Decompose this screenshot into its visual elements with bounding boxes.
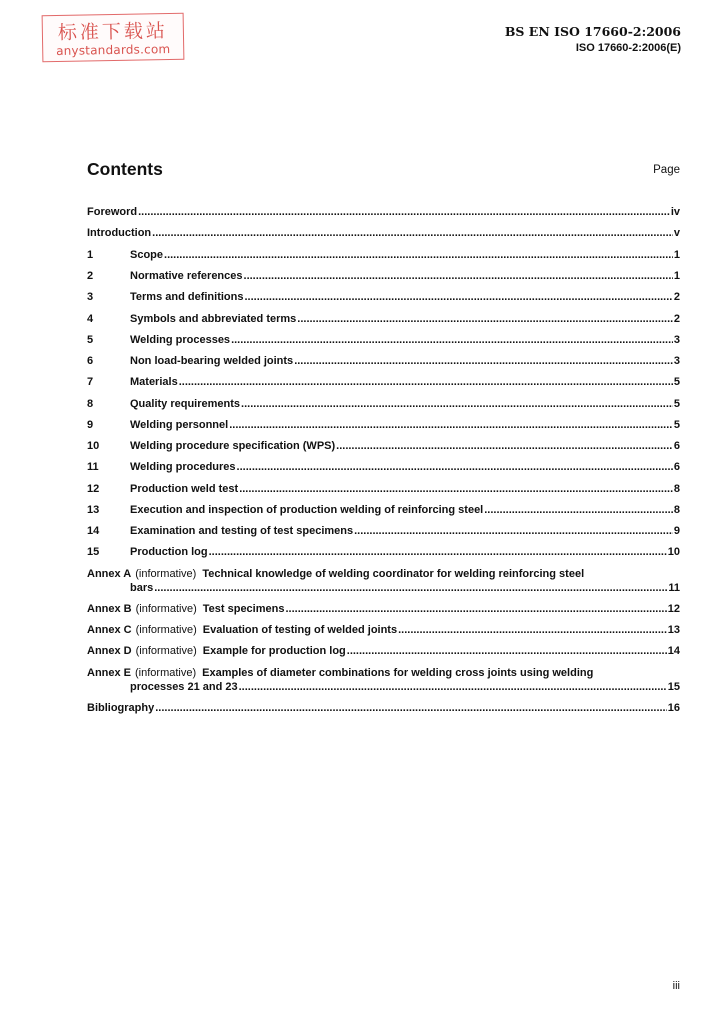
annex-informative: (informative) [135, 645, 197, 657]
stamp-url-text: anystandards.com [56, 42, 171, 58]
toc-entry-page: 14 [667, 645, 680, 657]
toc-entry-introduction[interactable] [87, 226, 680, 240]
toc-entry-number: 1 [87, 249, 94, 261]
toc-entry-title: Scope [130, 249, 164, 261]
toc-entry-page: 8 [673, 504, 680, 516]
toc-entry-title-continued: bars [130, 582, 154, 594]
toc-entry-title: Welding procedures [130, 461, 236, 473]
toc-entry-page: 13 [667, 624, 680, 636]
toc-entry-clause-9[interactable] [87, 418, 680, 432]
toc-entry-page: 3 [673, 334, 680, 346]
toc-entry-clause-11[interactable] [87, 460, 680, 474]
toc-entry-title-continued: processes 21 and 23 [130, 681, 238, 693]
toc-entry-page: 9 [673, 525, 680, 537]
toc-entry-title: Non load-bearing welded joints [130, 355, 294, 367]
annex-informative: (informative) [135, 603, 197, 615]
toc-entry-number: 12 [87, 483, 100, 495]
toc-entry-title: Execution and inspection of production welding of reinforcing steel [130, 504, 484, 516]
toc-entry-page: 16 [667, 702, 680, 714]
stamp-chinese-text: 标准下载站 [57, 20, 169, 44]
toc-entry-number: 13 [87, 504, 100, 516]
toc-entry-title: Foreword [87, 206, 138, 218]
toc-entry-title: Examples of diameter combinations for welding cross joints using welding [202, 667, 594, 679]
toc-entry-number: 10 [87, 440, 100, 452]
toc-entry-title: Production log [130, 546, 208, 558]
toc-entry-title: Welding processes [130, 334, 231, 346]
toc-entry-number: 11 [87, 461, 99, 473]
toc-entry-page: 5 [673, 419, 680, 431]
annex-label: Annex A [87, 568, 132, 580]
annex-informative: (informative) [135, 624, 197, 636]
toc-entry-page: 5 [673, 376, 680, 388]
toc-entry-page: 1 [673, 249, 680, 261]
toc-entry-page: 8 [673, 483, 680, 495]
toc-entry-title: Example for production log [202, 645, 346, 657]
toc-entry-number: 5 [87, 334, 94, 346]
page-column-label: Page [653, 164, 680, 176]
toc-entry-clause-7[interactable] [87, 375, 680, 389]
toc-entry-page: 11 [668, 582, 680, 594]
toc-entry-number: 15 [87, 546, 100, 558]
toc-entry-clause-5[interactable] [87, 333, 680, 347]
annex-informative: (informative) [135, 568, 197, 580]
annex-label: Annex E [87, 667, 132, 679]
annex-informative: (informative) [135, 667, 197, 679]
toc-entry-number: 8 [87, 398, 94, 410]
toc-entry-title: Evaluation of testing of welded joints [202, 624, 398, 636]
toc-entry-clause-15[interactable] [87, 545, 680, 559]
toc-entry-page: 5 [673, 398, 680, 410]
toc-entry-title: Test specimens [202, 603, 285, 615]
toc-entry-clause-14[interactable] [87, 524, 680, 538]
toc-entry-page: 6 [673, 461, 680, 473]
toc-entry-foreword[interactable] [87, 205, 680, 219]
toc-entry-annex-d[interactable] [87, 644, 680, 658]
toc-entry-title: Symbols and abbreviated terms [130, 313, 297, 325]
toc-entry-annex-e[interactable] [87, 666, 680, 694]
toc-entry-number: 9 [87, 419, 94, 431]
toc-entry-bibliography[interactable] [87, 701, 680, 715]
toc-entry-page: 15 [667, 681, 680, 693]
toc-entry-clause-10[interactable] [87, 439, 680, 453]
toc-entry-title: Normative references [130, 270, 243, 282]
toc-entry-clause-8[interactable] [87, 397, 680, 411]
toc-entry-title: Materials [130, 376, 178, 388]
toc-entry-title: Technical knowledge of welding coordinator for welding reinforcing steel [202, 568, 585, 580]
toc-entry-page: 6 [673, 440, 680, 452]
header-iso-number: ISO 17660-2:2006(E) [575, 42, 681, 54]
toc-entry-clause-1[interactable] [87, 248, 680, 262]
toc-entry-page: 10 [667, 546, 680, 558]
toc-entry-page: 1 [673, 270, 680, 282]
toc-entry-page: v [673, 227, 680, 239]
toc-entry-number: 14 [87, 525, 100, 537]
page-number: iii [672, 980, 680, 992]
toc-entry-page: iv [670, 206, 680, 218]
toc-entry-title: Production weld test [130, 483, 239, 495]
toc-entry-clause-12[interactable] [87, 482, 680, 496]
annex-label: Annex B [87, 603, 132, 615]
toc-entry-clause-3[interactable] [87, 290, 680, 304]
annex-label: Annex D [87, 645, 132, 657]
toc-entry-title: Introduction [87, 227, 152, 239]
toc-entry-number: 2 [87, 270, 94, 282]
toc-entry-page: 2 [673, 313, 680, 325]
toc-entry-annex-c[interactable] [87, 623, 680, 637]
toc-entry-title: Quality requirements [130, 398, 241, 410]
annex-label: Annex C [87, 624, 132, 636]
toc-entry-page: 2 [673, 291, 680, 303]
watermark-stamp [42, 13, 185, 62]
toc-entry-number: 3 [87, 291, 94, 303]
toc-entry-page: 3 [673, 355, 680, 367]
page-title: Contents [87, 159, 163, 179]
toc-entry-number: 4 [87, 313, 94, 325]
toc-entry-page: 12 [667, 603, 680, 615]
toc-entry-title: Bibliography [87, 702, 155, 714]
toc-entry-clause-6[interactable] [87, 354, 680, 368]
toc-entry-clause-13[interactable] [87, 503, 680, 517]
toc-entry-annex-a[interactable] [87, 567, 680, 595]
toc-entry-title: Examination and testing of test specimens [130, 525, 354, 537]
toc-entry-title: Terms and definitions [130, 291, 244, 303]
toc-entry-clause-2[interactable] [87, 269, 680, 283]
toc-entry-number: 6 [87, 355, 94, 367]
toc-entry-title: Welding procedure specification (WPS) [130, 440, 336, 452]
toc-entry-title: Welding personnel [130, 419, 229, 431]
toc-entry-clause-4[interactable] [87, 312, 680, 326]
header-standard-number: BS EN ISO 17660-2:2006 [504, 24, 681, 39]
toc-entry-annex-b[interactable] [87, 602, 680, 616]
toc-entry-number: 7 [87, 376, 94, 388]
